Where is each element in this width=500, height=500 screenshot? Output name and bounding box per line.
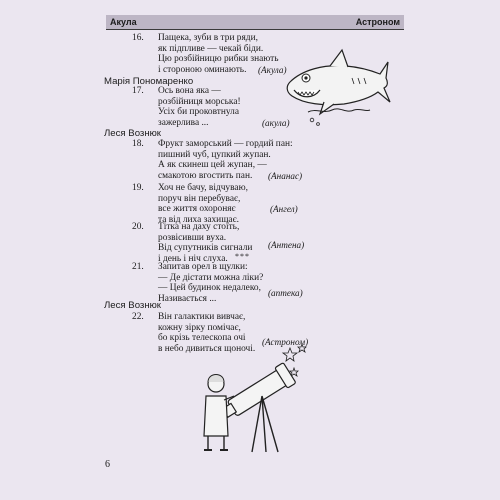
riddle-number: 16. (132, 33, 144, 43)
riddle-line: Запитав орел в щулки: (158, 262, 248, 272)
author-name: Леся Вознюк (104, 128, 162, 139)
riddle-line: Він галактики вивчає, (158, 312, 246, 322)
riddle-number: 18. (132, 139, 144, 149)
riddle-line: як підпливе — чекай біди. (158, 43, 264, 54)
riddle-line: Пащека, зуби в три ряди, (158, 33, 258, 43)
author-name: Марія Пономаренко (104, 76, 194, 87)
riddle-line: смакотою вгостить пан. (158, 170, 253, 181)
riddle-line: розвісивши вуха. (158, 232, 227, 243)
riddle-line: і стороною оминають. (158, 64, 247, 75)
riddle-line: зажерлива ... (158, 117, 209, 128)
riddle-number: 20. (132, 222, 144, 232)
riddle-line: — Цей будинок недалеко, (158, 283, 261, 294)
page-header (106, 15, 404, 30)
riddle-text (158, 183, 248, 225)
star-icon (283, 348, 297, 361)
riddle-answer: (акула) (262, 118, 290, 128)
riddle-line: в небо дивиться щоночі. (158, 343, 256, 354)
shark-illustration (284, 48, 392, 132)
riddle-line: Від супутників сигнали (158, 243, 253, 254)
star-icon (298, 344, 306, 352)
riddle-line: Тітка на даху стоїть, (158, 222, 240, 232)
riddle-number: 21. (132, 262, 144, 272)
author-name: Леся Вознюк (104, 300, 162, 311)
riddle-number: 17. (132, 86, 144, 96)
riddle-line: кожну зірку помічає, (158, 322, 241, 333)
riddle-line: — Де дістати можна ліки? (158, 272, 264, 283)
riddle-line: і день і ніч слуха. (158, 253, 228, 264)
page-number: 6 (105, 459, 110, 470)
riddle-answer: (Ангел) (270, 204, 298, 214)
riddle-answer: (Антена) (268, 240, 305, 250)
riddle-line: все життя охороняє (158, 204, 236, 215)
riddle-line: бо крізь телескопа очі (158, 333, 246, 344)
riddle-line: Називається ... (158, 293, 217, 304)
riddle-line: пишний чуб, цупкий жупан. (158, 149, 271, 160)
riddle-line: Цю розбійницю рибки знають (158, 54, 279, 65)
riddle-answer: (Акула) (258, 65, 287, 75)
riddle-line: Фрукт заморський — гордий пан: (158, 139, 293, 149)
riddle-line: Хоч не бачу, відчуваю, (158, 183, 248, 193)
riddle-text (158, 86, 241, 128)
riddle-line: розбійниця морська! (158, 96, 241, 107)
riddle-answer: (Астроном) (262, 337, 309, 347)
riddle-answer: (аптека) (268, 288, 303, 298)
riddle-text (158, 262, 263, 304)
riddle-line: Ось вона яка — (158, 86, 221, 96)
header-left-title: Акула (110, 17, 137, 27)
riddle-line: та від лиха захищає. (158, 214, 239, 225)
riddle-line: Усіх би проковтнула (158, 107, 240, 118)
header-right-title: Астроном (355, 17, 400, 27)
astronomer-illustration (194, 340, 314, 455)
riddle-answer: (Ананас) (268, 171, 303, 181)
section-separator: *** (235, 252, 250, 261)
riddle-line: поруч він перебуває, (158, 193, 241, 204)
riddle-number: 22. (132, 312, 144, 322)
riddle-number: 19. (132, 183, 144, 193)
riddle-line: А як скинеш цей жупан, — (158, 160, 267, 171)
